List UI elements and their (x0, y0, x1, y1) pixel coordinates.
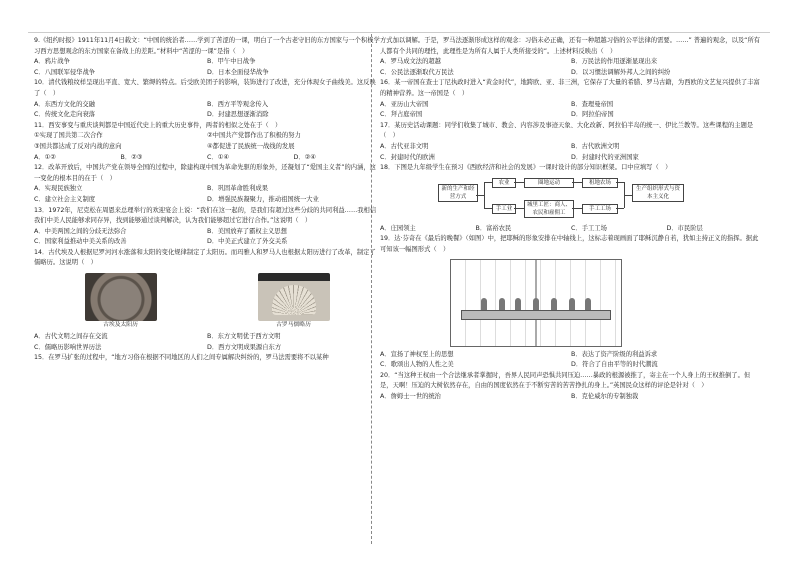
option-b: B．美国放弃了霸权主义思想 (207, 227, 287, 235)
option-d: D．②④ (293, 153, 316, 161)
question-stem: 14．古代埃及人根据尼罗河河水涨落和太阳的变化规律制定了太阳历。而玛雅人和罗马人也根据太阳历进行了改革，制定了儒略历。这说明（ ） (34, 248, 376, 267)
image-caption: 古罗马儒略历 (276, 322, 311, 329)
question-10 (34, 78, 380, 120)
question-13 (34, 206, 380, 248)
question-15 (34, 353, 380, 364)
option-a: A．古代亚非文明 (380, 142, 429, 150)
diagram-connector (572, 208, 582, 209)
option-a: A．①② (34, 153, 56, 161)
option-c: C．手工工场 (571, 224, 607, 232)
diagram-connector (616, 182, 624, 183)
last-supper-sketch (450, 259, 622, 347)
option-b: B．查理曼帝国 (571, 100, 614, 108)
option-a: A．实现民族独立 (34, 185, 83, 193)
option-d: D．封建思想逐渐消除 (207, 111, 269, 119)
option-c: C．建立社会主义制度 (34, 195, 96, 203)
diagram-connector (514, 182, 524, 183)
option-d: D．增强民族凝聚力，推动祖国统一大业 (207, 195, 319, 203)
option-b: B．克伦威尔的专制独裁 (571, 392, 639, 400)
figure (515, 298, 521, 310)
question-stem: 13．1972年，尼克松在周恩来总理举行的欢迎宴会上说：“我们在这一起的，是我们有超过这些分歧的共同利益……我相信我们中美人民能够求同存异，找到能够通过谈判解决，认为我们能够超过它进行合作。”这说明（ ） (34, 206, 377, 225)
question-stem: 10．清代钱粮纹样呈现出平直、宽大、繁缛的特点。后受欧美团子的影响，装饰进行了改进，充分体现女子曲线美。这反映了（ ） (34, 79, 376, 97)
option-d: D．符合了自由平等的时代潮流 (571, 361, 658, 369)
figure (481, 298, 487, 310)
diagram-connector (514, 208, 524, 209)
option-a: A．古代文明之间存在交流 (34, 333, 108, 341)
option-c: C．封建时代的欧洲 (380, 153, 435, 161)
option-a: A．东西方文化的交融 (34, 100, 95, 108)
option-a: A．中美两国之间的分歧无法弥合 (34, 227, 127, 235)
option-a: A．鸦片战争 (34, 58, 70, 66)
question-stem: 20．“当这种王权由一个合法继承者掌握时，吾界人民同声恐惧共同压迫……暴政的根源被推了，寄主在一个人身上的王权推倒了。但是，天啊！压迫的大树依然存在，自由的国度依然在于不断穷苦的苦苦挣扎的身上。”英国民众这样的评论是针对（ ） (380, 371, 751, 390)
diagram-connector (572, 182, 582, 183)
option-a: A．亚历山大帝国 (380, 100, 429, 108)
question-11 (34, 121, 380, 163)
question-stem: 16．某一帝国在查士丁尼执政时进入“黄金时代”，地跨欧、亚、非三洲，它保存了大量的希腊、罗马古籍，为西欧的文艺复兴提供了丰富的精神营养。这一帝国是（ ） (380, 79, 760, 97)
question-15-continued (380, 36, 762, 78)
question-stem: 方式加以调解。于是，罗马法逐渐形成这样的观念：习俗未必正确，还有一种超越习俗的公平法律的需要。……” 普遍的观念，以及“所有人都有个共同的理性，此理性是为所有人属于人类所接受的”。上述材料反映出（ ） (380, 37, 761, 55)
figure (551, 298, 557, 310)
diagram-connector (484, 208, 492, 209)
option-a: A．庄园领主 (380, 224, 416, 232)
supper-table (461, 310, 611, 320)
question-20 (380, 371, 762, 403)
left-column (34, 36, 380, 364)
option-b: B．富裕农民 (475, 224, 512, 232)
question-14 (34, 248, 380, 353)
diagram-box-root: 新的生产和经营方式 (438, 184, 478, 202)
calendar-images (34, 273, 380, 330)
option-c: C．歌颂出人物的人性之美 (380, 361, 454, 369)
option-c: C．儒略历影响世界历法 (34, 343, 102, 351)
option-b: B．②③ (120, 153, 143, 161)
option-d: D．封建时代的亚洲国家 (571, 153, 639, 161)
option-d: D．中美正式建立了外交关系 (207, 238, 288, 246)
question-12 (34, 163, 380, 205)
option-c: C．国家利益推动中美关系的改善 (34, 238, 127, 246)
option-d: D．以习惯法调解外邦人之间的纠纷 (571, 68, 671, 76)
diagram-box-result: 生产组织形式与资本主义化 (632, 184, 684, 202)
statement-4: ④都促进了民族统一战线的发展 (207, 142, 295, 150)
question-17 (380, 121, 762, 163)
option-a: A．宣扬了神权至上的思想 (380, 350, 454, 358)
option-d: D．阿拉伯帝国 (571, 111, 614, 119)
image-caption: 古埃及太阳历 (103, 322, 138, 329)
diagram-box-workshop: 手工工场 (582, 204, 618, 214)
option-c: C．传统文化走向衰落 (34, 111, 96, 119)
central-figure (533, 298, 539, 310)
option-b: B．表达了资产阶级的利益诉求 (571, 350, 658, 358)
option-b: B．甲午中日战争 (207, 58, 256, 66)
question-stem: 18．下图是九年级学生在预习《西欧经济和社会的发展》一课时设计的部分知识框架。口中应填写（ ） (380, 164, 672, 172)
option-b: B．东方文明优于西方文明 (207, 333, 281, 341)
egyptian-calendar-photo (85, 273, 157, 321)
option-d: D．西方文明成果源自东方 (207, 343, 282, 351)
option-b: B．古代欧洲文明 (571, 142, 620, 150)
diagram-box-workers: 城里工匠：商人、农民和雇佣工 (524, 200, 574, 218)
option-b: B．西方平等观念传入 (207, 100, 268, 108)
statement-2: ②中国共产党都作出了积极的努力 (207, 132, 301, 140)
diagram-connector (484, 182, 485, 208)
statement-3: ③国共都达成了反对内战的意向 (34, 142, 122, 150)
diagram-connector (476, 195, 484, 196)
question-19 (380, 234, 762, 370)
figure (499, 298, 505, 310)
question-stem: 17．某历史活动课题：同学们收集了城市、教会、内容涉及事迹天象、大化改新、阿拉伯半岛的统一、伊比兰教等。这些课程的主题是（ ） (380, 121, 754, 140)
option-a: A．詹姆士一世的统治 (380, 392, 441, 400)
question-9 (34, 36, 380, 78)
question-stem: 11．西安事变与重庆谈判都是中国近代史上的重大历史事件，两者的相似之处在于（ ） (34, 121, 282, 129)
diagram-connector (616, 208, 624, 209)
option-b: B．万民法的作用逐渐显现出来 (571, 58, 658, 66)
diagram-box-agriculture: 农业 (492, 178, 516, 188)
diagram-box-enclosure: 圈地运动 (524, 178, 574, 188)
roman-calendar-photo (258, 273, 330, 321)
diagram-box-handicraft: 手工业 (492, 204, 516, 214)
question-16 (380, 78, 762, 120)
diagram-connector (484, 182, 492, 183)
option-a: A．罗马成文法的超越 (380, 58, 441, 66)
question-18 (380, 163, 762, 234)
question-stem: 15．在罗马扩张的过程中，“地方习俗在根据不同地区的人们之间专属解决纠纷的，罗马法需要将不以某种 (34, 354, 329, 362)
option-d: D．日本全面侵华战争 (207, 68, 269, 76)
diagram-connector (624, 195, 632, 196)
option-b: B．巩固革命胜利成果 (207, 185, 268, 193)
question-stem: 12．改革开放后，中国共产党在领导全国的过程中，除建构现中国为革命先驱的形象外，还凝划了“爱国主义者”的内涵，这一变化的根本目的在于（ ） (34, 164, 376, 182)
question-stem: 9.《纽约时报》1911年11月4日载文：“中国的统治者……学到了苦涩的一课，明白了一个古老守旧的东方国家与一个积极学习西方思想观念的东方国家在备战上的差距。”材料中“苦涩的一课”是指（ ） (34, 37, 380, 55)
top-rule (28, 32, 770, 33)
knowledge-framework-diagram (438, 176, 698, 220)
option-d: D．市民阶层 (666, 224, 703, 232)
option-c: C．①④ (207, 153, 229, 161)
option-c: C．拜占庭帝国 (380, 111, 423, 119)
figure (585, 298, 591, 310)
diagram-box-tenant-farm: 租地农场 (582, 178, 618, 188)
option-c: C．八国联军侵华战争 (34, 68, 96, 76)
option-c: C．公民法逐渐取代万民法 (380, 68, 454, 76)
question-stem: 19．达·芬奇在《最后的晚餐》（如图）中，把耶稣的形象安排在中轴线上，这标志着现画面了耶稣沉静自若，犹如主持正义的指挥。据此可知该一幅图形式（ ） (380, 235, 759, 253)
figure (569, 298, 575, 310)
right-column (380, 36, 762, 402)
statement-1: ①实现了国共第二次合作 (34, 132, 103, 140)
